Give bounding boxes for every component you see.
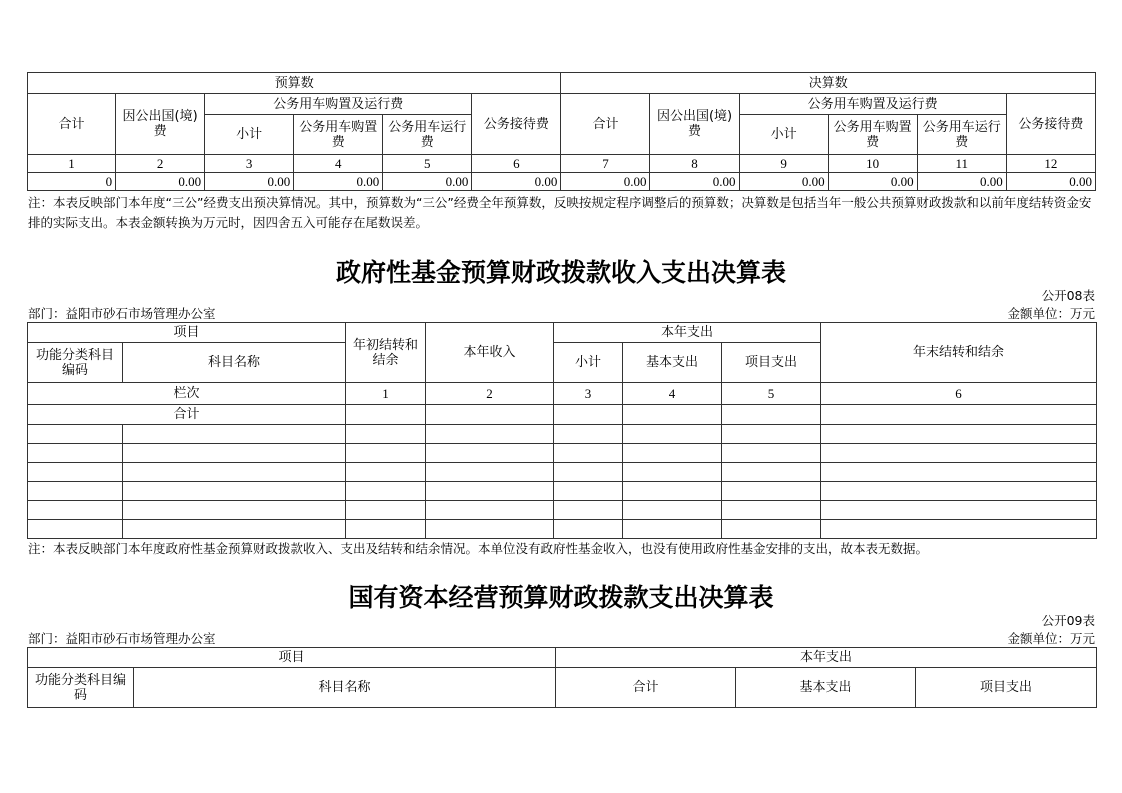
empty-cell bbox=[821, 501, 1097, 520]
table-row bbox=[28, 520, 1097, 539]
empty-cell bbox=[426, 463, 554, 482]
empty-cell bbox=[821, 482, 1097, 501]
empty-cell bbox=[123, 482, 346, 501]
h-subject: 科目名称 bbox=[123, 343, 346, 383]
index-cell: 7 bbox=[561, 155, 650, 173]
empty-cell bbox=[623, 425, 722, 444]
empty-cell bbox=[623, 463, 722, 482]
col-abroad-final: 因公出国(境)费 bbox=[650, 94, 739, 155]
col-subtotal: 小计 bbox=[205, 115, 294, 155]
col-subtotal-final: 小计 bbox=[739, 115, 828, 155]
index-row bbox=[28, 383, 1097, 405]
empty-cell bbox=[426, 482, 554, 501]
h-project: 项目支出 bbox=[722, 343, 821, 383]
table-row bbox=[28, 501, 1097, 520]
empty-cell bbox=[28, 463, 123, 482]
h-basic: 基本支出 bbox=[736, 668, 916, 708]
empty-cell bbox=[821, 520, 1097, 539]
empty-cell bbox=[623, 444, 722, 463]
budget-header: 预算数 bbox=[28, 73, 561, 94]
col-reception: 公务接待费 bbox=[472, 94, 561, 155]
empty-cell bbox=[722, 482, 821, 501]
empty-cell bbox=[821, 463, 1097, 482]
empty-cell bbox=[346, 501, 426, 520]
empty-cell bbox=[722, 501, 821, 520]
empty-cell bbox=[28, 520, 123, 539]
table08-title: 政府性基金预算财政拨款收入支出决算表 bbox=[335, 258, 786, 287]
h-income: 本年收入 bbox=[426, 323, 554, 383]
three-public-expense-table bbox=[27, 72, 1096, 191]
empty-cell bbox=[28, 501, 123, 520]
col-total: 合计 bbox=[28, 94, 116, 155]
h-expense: 本年支出 bbox=[556, 648, 1097, 668]
col-reception-final: 公务接待费 bbox=[1006, 94, 1095, 155]
index-cell: 4 bbox=[623, 383, 722, 405]
table08-code: 公开08表 bbox=[1041, 288, 1095, 303]
h-expense: 本年支出 bbox=[554, 323, 821, 343]
empty-cell bbox=[722, 405, 821, 425]
empty-cell bbox=[554, 482, 623, 501]
h-project: 项目支出 bbox=[916, 668, 1097, 708]
index-cell: 6 bbox=[821, 383, 1097, 405]
state-capital-table bbox=[27, 647, 1097, 708]
col-vehicle-group-final: 公务用车购置及运行费 bbox=[739, 94, 1006, 115]
index-row bbox=[28, 155, 1096, 173]
index-cell: 3 bbox=[205, 155, 294, 173]
h-basic: 基本支出 bbox=[623, 343, 722, 383]
row-col-label: 栏次 bbox=[28, 383, 346, 405]
value-cell: 0.00 bbox=[917, 173, 1006, 191]
h-func-code: 功能分类科目编码 bbox=[28, 343, 123, 383]
h-begin: 年初结转和结余 bbox=[346, 323, 426, 383]
empty-cell bbox=[554, 444, 623, 463]
empty-cell bbox=[28, 425, 123, 444]
table-row bbox=[28, 425, 1097, 444]
empty-cell bbox=[426, 444, 554, 463]
empty-cell bbox=[623, 405, 722, 425]
empty-cell bbox=[123, 444, 346, 463]
empty-cell bbox=[28, 482, 123, 501]
index-cell: 1 bbox=[28, 155, 116, 173]
table08-note: 注：本表反映部门本年度政府性基金预算财政拨款收入、支出及结转和结余情况。本单位没有政府性基金收入，也没有使用政府性基金安排的支出，故本表无数据。 bbox=[28, 541, 929, 556]
h-item: 项目 bbox=[28, 648, 556, 668]
empty-cell bbox=[426, 520, 554, 539]
empty-cell bbox=[722, 444, 821, 463]
h-subtotal: 小计 bbox=[554, 343, 623, 383]
empty-cell bbox=[821, 444, 1097, 463]
h-func-code: 功能分类科目编码 bbox=[28, 668, 134, 708]
col-vehicle-buy-final: 公务用车购置费 bbox=[828, 115, 917, 155]
table09-code: 公开09表 bbox=[1041, 613, 1095, 628]
value-cell: 0.00 bbox=[828, 173, 917, 191]
table-row bbox=[28, 482, 1097, 501]
empty-cell bbox=[346, 425, 426, 444]
empty-cell bbox=[426, 501, 554, 520]
value-cell: 0.00 bbox=[116, 173, 205, 191]
empty-cell bbox=[623, 482, 722, 501]
index-cell: 6 bbox=[472, 155, 561, 173]
empty-cell bbox=[554, 425, 623, 444]
empty-cell bbox=[722, 425, 821, 444]
empty-cell bbox=[123, 463, 346, 482]
empty-cell bbox=[426, 425, 554, 444]
h-end: 年末结转和结余 bbox=[821, 323, 1097, 383]
index-cell: 2 bbox=[116, 155, 205, 173]
col-vehicle-group: 公务用车购置及运行费 bbox=[205, 94, 472, 115]
index-cell: 3 bbox=[554, 383, 623, 405]
value-cell: 0.00 bbox=[205, 173, 294, 191]
col-total-final: 合计 bbox=[561, 94, 650, 155]
total-row bbox=[28, 405, 1097, 425]
gov-fund-table bbox=[27, 322, 1097, 539]
table09-dept: 部门：益阳市砂石市场管理办公室 bbox=[28, 631, 216, 646]
index-cell: 4 bbox=[294, 155, 383, 173]
table-row bbox=[28, 463, 1097, 482]
empty-cell bbox=[346, 444, 426, 463]
empty-cell bbox=[554, 501, 623, 520]
table08-unit: 金额单位：万元 bbox=[1007, 306, 1095, 321]
col-vehicle-buy: 公务用车购置费 bbox=[294, 115, 383, 155]
index-cell: 11 bbox=[917, 155, 1006, 173]
empty-cell bbox=[722, 520, 821, 539]
value-cell: 0.00 bbox=[1006, 173, 1095, 191]
value-row bbox=[28, 173, 1096, 191]
h-total: 合计 bbox=[556, 668, 736, 708]
index-cell: 12 bbox=[1006, 155, 1095, 173]
index-cell: 1 bbox=[346, 383, 426, 405]
empty-cell bbox=[821, 425, 1097, 444]
value-cell: 0 bbox=[28, 173, 116, 191]
empty-cell bbox=[346, 463, 426, 482]
empty-cell bbox=[346, 405, 426, 425]
col-vehicle-run-final: 公务用车运行费 bbox=[917, 115, 1006, 155]
empty-cell bbox=[623, 520, 722, 539]
table07-note: 注：本表反映部门本年度“三公”经费支出预决算情况。其中，预算数为“三公”经费全年预算数，反映按规定程序调整后的预算数；决算数是包括当年一般公共预算财政拨款和以前年度结转资金安排的实际支出。本表金额转换为万元时，因四舍五入可能存在尾数误差。 bbox=[28, 195, 1092, 230]
value-cell: 0.00 bbox=[561, 173, 650, 191]
empty-cell bbox=[623, 501, 722, 520]
final-header: 决算数 bbox=[561, 73, 1096, 94]
empty-cell bbox=[123, 520, 346, 539]
value-cell: 0.00 bbox=[383, 173, 472, 191]
row-total-label: 合计 bbox=[28, 405, 346, 425]
empty-cell bbox=[28, 444, 123, 463]
index-cell: 8 bbox=[650, 155, 739, 173]
index-cell: 9 bbox=[739, 155, 828, 173]
table09-title: 国有资本经营预算财政拨款支出决算表 bbox=[348, 583, 774, 612]
empty-cell bbox=[722, 463, 821, 482]
index-cell: 5 bbox=[722, 383, 821, 405]
h-item: 项目 bbox=[28, 323, 346, 343]
empty-cell bbox=[554, 520, 623, 539]
empty-cell bbox=[426, 405, 554, 425]
value-cell: 0.00 bbox=[294, 173, 383, 191]
empty-cell bbox=[346, 482, 426, 501]
table08-dept: 部门：益阳市砂石市场管理办公室 bbox=[28, 306, 216, 321]
value-cell: 0.00 bbox=[472, 173, 561, 191]
value-cell: 0.00 bbox=[650, 173, 739, 191]
h-subject: 科目名称 bbox=[134, 668, 556, 708]
index-cell: 10 bbox=[828, 155, 917, 173]
table09-unit: 金额单位：万元 bbox=[1007, 631, 1095, 646]
index-cell: 5 bbox=[383, 155, 472, 173]
value-cell: 0.00 bbox=[739, 173, 828, 191]
table-row bbox=[28, 444, 1097, 463]
empty-cell bbox=[821, 405, 1097, 425]
empty-cell bbox=[346, 520, 426, 539]
empty-cell bbox=[123, 501, 346, 520]
index-cell: 2 bbox=[426, 383, 554, 405]
empty-cell bbox=[554, 463, 623, 482]
col-abroad: 因公出国(境)费 bbox=[116, 94, 205, 155]
col-vehicle-run: 公务用车运行费 bbox=[383, 115, 472, 155]
empty-cell bbox=[123, 425, 346, 444]
empty-cell bbox=[554, 405, 623, 425]
